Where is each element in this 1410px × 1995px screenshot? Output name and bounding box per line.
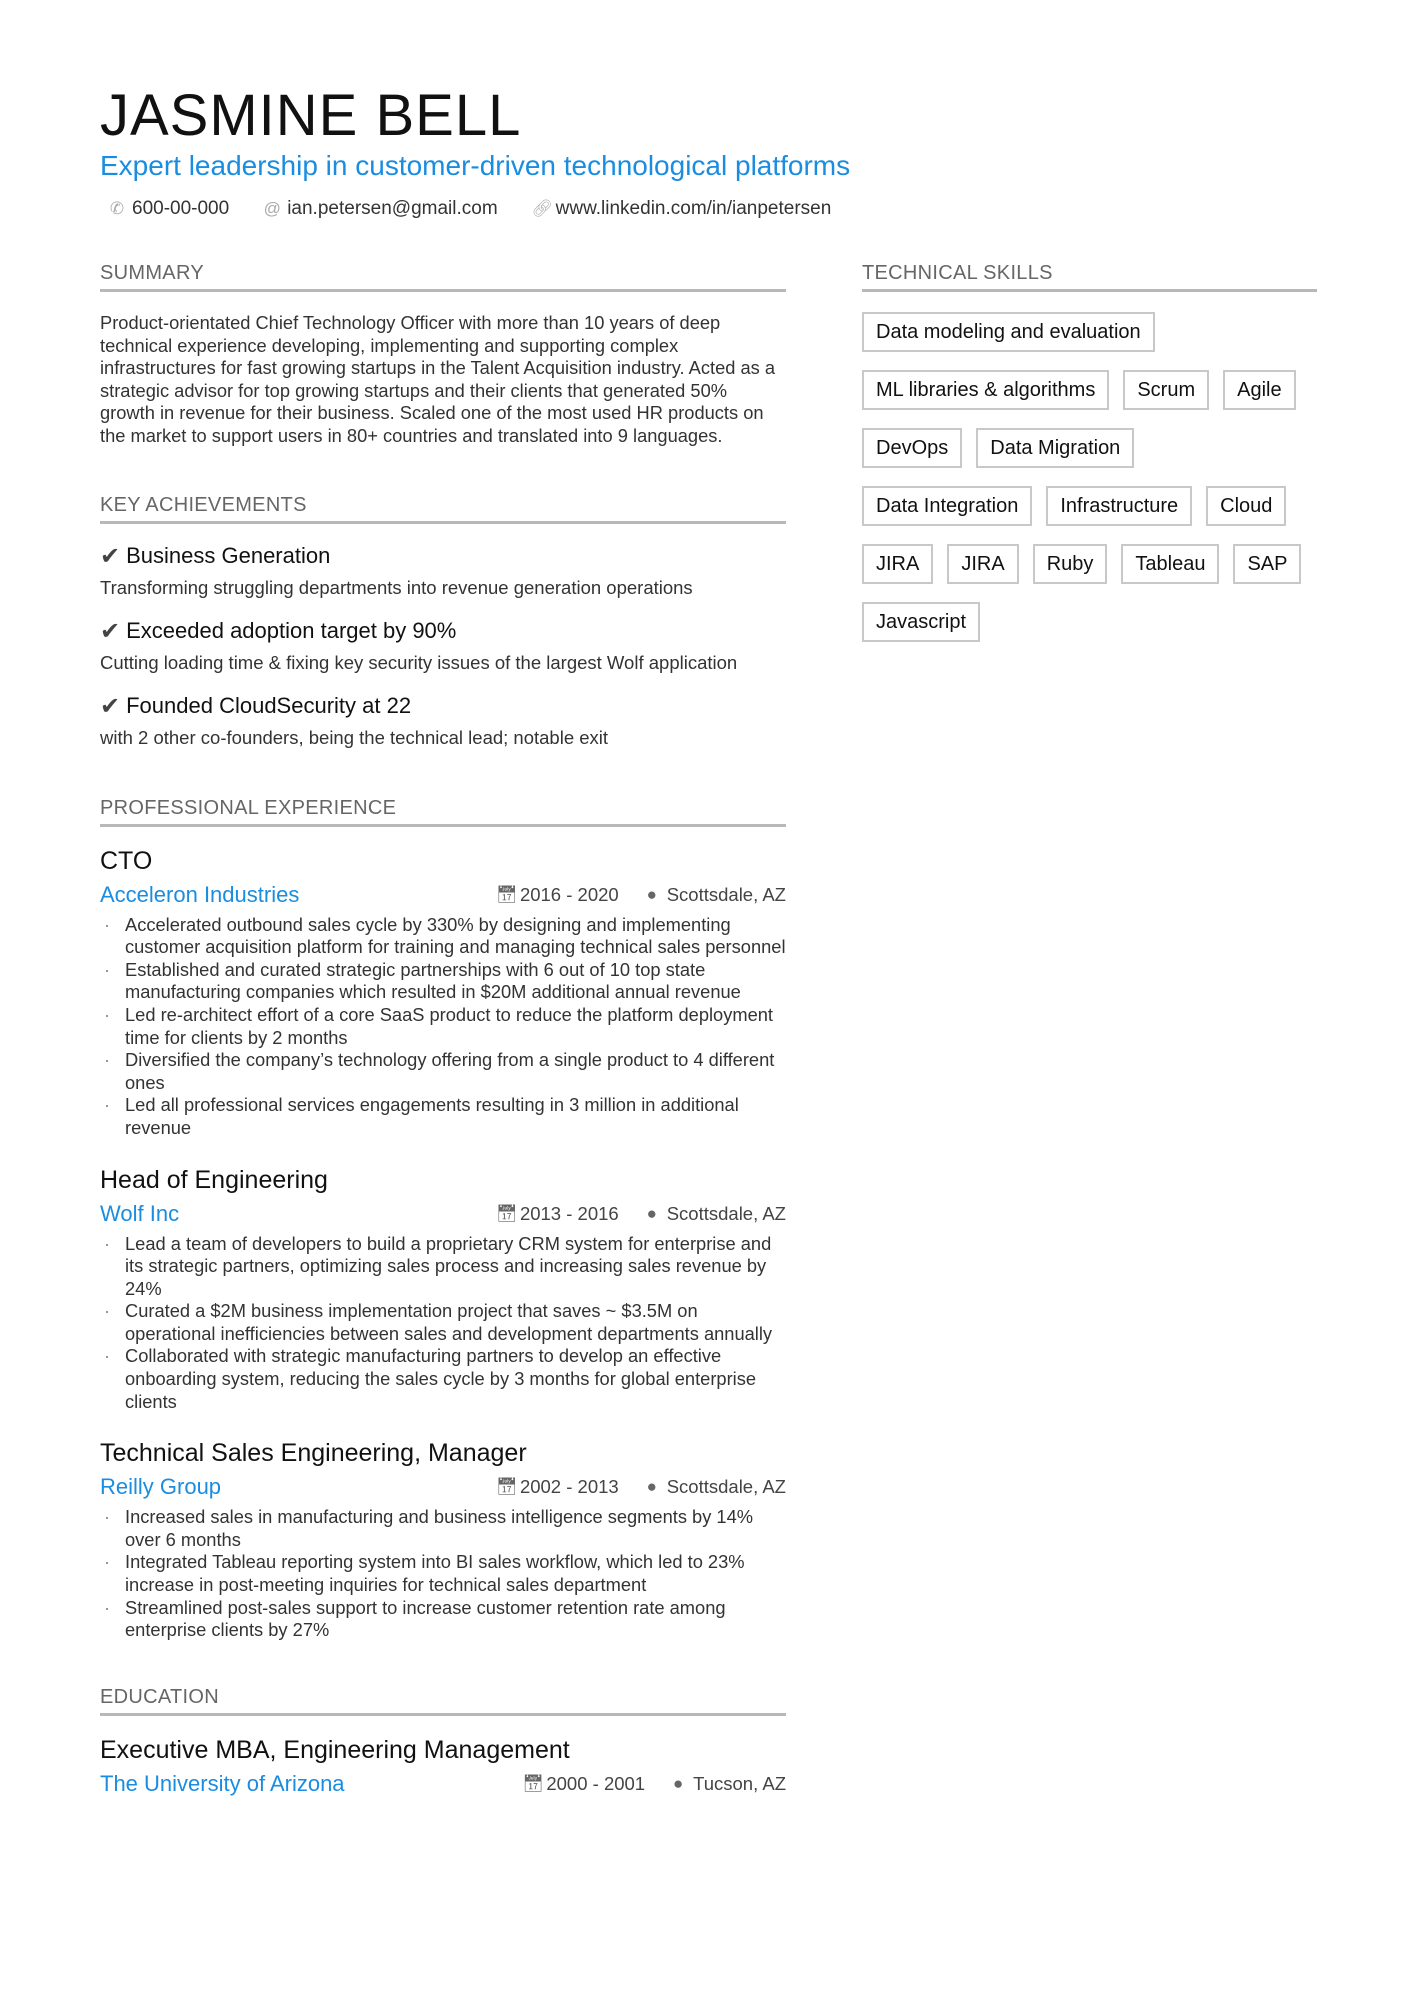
summary-text: Product-orientated Chief Technology Officer with more than 10 years of deep technical experience developing, implementing and supporting complex infrastructures for fast growing startups in the Talent Acquisition industry. Acted as a strategic advisor for top growing startups and their clients that generated 50% growth in revenue for their business. Scaled one of the most used HR products on the market to support users in 80+ countries and translated into 9 languages.: [100, 312, 776, 446]
skills-heading: TECHNICAL SKILLS: [862, 262, 1317, 292]
job-title: Technical Sales Engineering, Manager: [100, 1439, 527, 1468]
skill-tag: SAP: [1233, 544, 1301, 584]
achievement-item: [100, 692, 786, 749]
job-location: Scottsdale, AZ: [666, 1476, 786, 1498]
job-bullet: · Led re-architect effort of a core SaaS product to reduce the platform deployment time for clients by 2 months: [100, 1004, 786, 1049]
checkmark-icon: ✔: [100, 617, 121, 645]
job-entry: [100, 1166, 786, 1414]
achievements-list: [100, 542, 786, 749]
achievement-title-text: Founded CloudSecurity at 22: [126, 693, 412, 719]
location-pin-icon: ●: [646, 884, 657, 904]
experience-heading: PROFESSIONAL EXPERIENCE: [100, 797, 786, 827]
school-name: The University of Arizona: [100, 1770, 345, 1796]
skill-tag: Ruby: [1033, 544, 1108, 584]
skill-tag: Cloud: [1206, 486, 1286, 526]
summary-heading: SUMMARY: [100, 262, 786, 292]
at-icon: @: [263, 199, 281, 218]
job-bullet: · Curated a $2M business implementation project that saves ~ $3.5M on operational inefficiencies between sales and development departments annually: [100, 1300, 786, 1345]
job-entry: [100, 847, 786, 1140]
job-title: CTO: [100, 846, 153, 875]
skill-tag: JIRA: [862, 544, 933, 584]
contact-linkedin[interactable]: [532, 198, 832, 220]
calendar-icon: 📅︎: [522, 1773, 544, 1793]
tagline: Expert leadership in customer-driven technological platforms: [100, 150, 851, 181]
achievement-title-text: Business Generation: [126, 543, 331, 569]
skill-tag: JIRA: [947, 544, 1018, 584]
checkmark-icon: ✔: [100, 692, 121, 720]
contact-phone: [108, 198, 229, 220]
job-bullet: · Led all professional services engagements resulting in 3 million in additional revenue: [100, 1094, 786, 1139]
education-heading: EDUCATION: [100, 1686, 786, 1716]
company-name: Acceleron Industries: [100, 881, 300, 907]
linkedin-text[interactable]: www.linkedin.com/in/ianpetersen: [555, 198, 832, 219]
job-bullet: · Collaborated with strategic manufacturing partners to develop an effective onboarding system, reducing the sales cycle by 3 months for global enterprise clients: [100, 1345, 786, 1413]
calendar-icon: 📅︎: [495, 1203, 518, 1223]
left-column: [100, 262, 786, 1797]
phone-text: 600-00-000: [132, 198, 230, 219]
achievement-desc: Cutting loading time & fixing key security issues of the largest Wolf application: [100, 651, 738, 673]
achievement-title-text: Exceeded adoption target by 90%: [126, 618, 457, 644]
job-dates: 2002 - 2013: [519, 1476, 619, 1498]
achievement-desc: with 2 other co-founders, being the technical lead; notable exit: [100, 726, 609, 748]
checkmark-icon: ✔: [100, 542, 121, 570]
calendar-icon: 📅︎: [495, 884, 518, 904]
skill-tag: Data modeling and evaluation: [862, 312, 1155, 352]
link-icon: 🔗︎: [531, 199, 554, 218]
job-location: Scottsdale, AZ: [666, 1202, 786, 1224]
achievement-desc: Transforming struggling departments into revenue generation operations: [100, 576, 693, 598]
skill-tag: Data Integration: [862, 486, 1032, 526]
skill-tag: Tableau: [1121, 544, 1219, 584]
job-bullet: · Increased sales in manufacturing and business intelligence segments by 14% over 6 months: [100, 1506, 786, 1551]
skill-tag: Agile: [1223, 370, 1295, 410]
job-bullet: · Lead a team of developers to build a proprietary CRM system for enterprise and its strategic partners, optimizing sales process and increasing sales revenue by 24%: [100, 1233, 786, 1301]
contact-bar: [108, 198, 831, 220]
job-entry: [100, 1439, 786, 1642]
achievement-title: [100, 692, 786, 721]
achievements-heading: KEY ACHIEVEMENTS: [100, 494, 786, 524]
skill-tag: Scrum: [1123, 370, 1209, 410]
job-bullets: [100, 1506, 786, 1642]
job-location: Scottsdale, AZ: [666, 883, 786, 905]
phone-icon: ✆: [109, 199, 125, 218]
job-bullets: [100, 914, 786, 1140]
experience-list: [100, 847, 786, 1642]
company-name: Reilly Group: [100, 1474, 222, 1500]
contact-email[interactable]: [263, 198, 497, 220]
skill-tag: DevOps: [862, 428, 962, 468]
email-text[interactable]: ian.petersen@gmail.com: [287, 198, 498, 219]
skill-tag: ML libraries & algorithms: [862, 370, 1109, 410]
skills-list: [862, 312, 1317, 660]
job-title: Head of Engineering: [100, 1165, 328, 1194]
skill-tag: Data Migration: [976, 428, 1134, 468]
location-pin-icon: ●: [672, 1773, 684, 1793]
education-location: Tucson, AZ: [693, 1772, 786, 1794]
candidate-name: JASMINE BELL: [100, 83, 522, 148]
job-bullet: · Accelerated outbound sales cycle by 330% by designing and implementing customer acquisition platform for training and managing technical sales personnel: [100, 914, 786, 959]
education-entry: [100, 1736, 786, 1797]
company-name: Wolf Inc: [100, 1200, 180, 1226]
job-bullet: · Streamlined post-sales support to increase customer retention rate among enterprise clients by 27%: [100, 1597, 786, 1642]
skill-tag: Javascript: [862, 602, 980, 642]
education-dates: 2000 - 2001: [546, 1772, 646, 1794]
job-dates: 2016 - 2020: [519, 883, 619, 905]
job-bullet: · Established and curated strategic partnerships with 6 out of 10 top state manufacturing companies which resulted in $20M additional annual revenue: [100, 959, 786, 1004]
degree-title: Executive MBA, Engineering Management: [100, 1735, 570, 1764]
achievement-title: [100, 542, 786, 571]
achievement-item: [100, 617, 786, 674]
job-bullet: · Diversified the company’s technology offering from a single product to 4 different ones: [100, 1049, 786, 1094]
achievement-item: [100, 542, 786, 599]
achievement-title: [100, 617, 786, 646]
job-dates: 2013 - 2016: [519, 1202, 619, 1224]
job-bullet: · Integrated Tableau reporting system into BI sales workflow, which led to 23% increase in post-meeting inquiries for technical sales department: [100, 1551, 786, 1596]
right-column: [862, 262, 1317, 660]
location-pin-icon: ●: [646, 1203, 657, 1223]
job-bullets: [100, 1233, 786, 1414]
location-pin-icon: ●: [646, 1477, 657, 1497]
skill-tag: Infrastructure: [1046, 486, 1192, 526]
calendar-icon: 📅︎: [495, 1477, 518, 1497]
